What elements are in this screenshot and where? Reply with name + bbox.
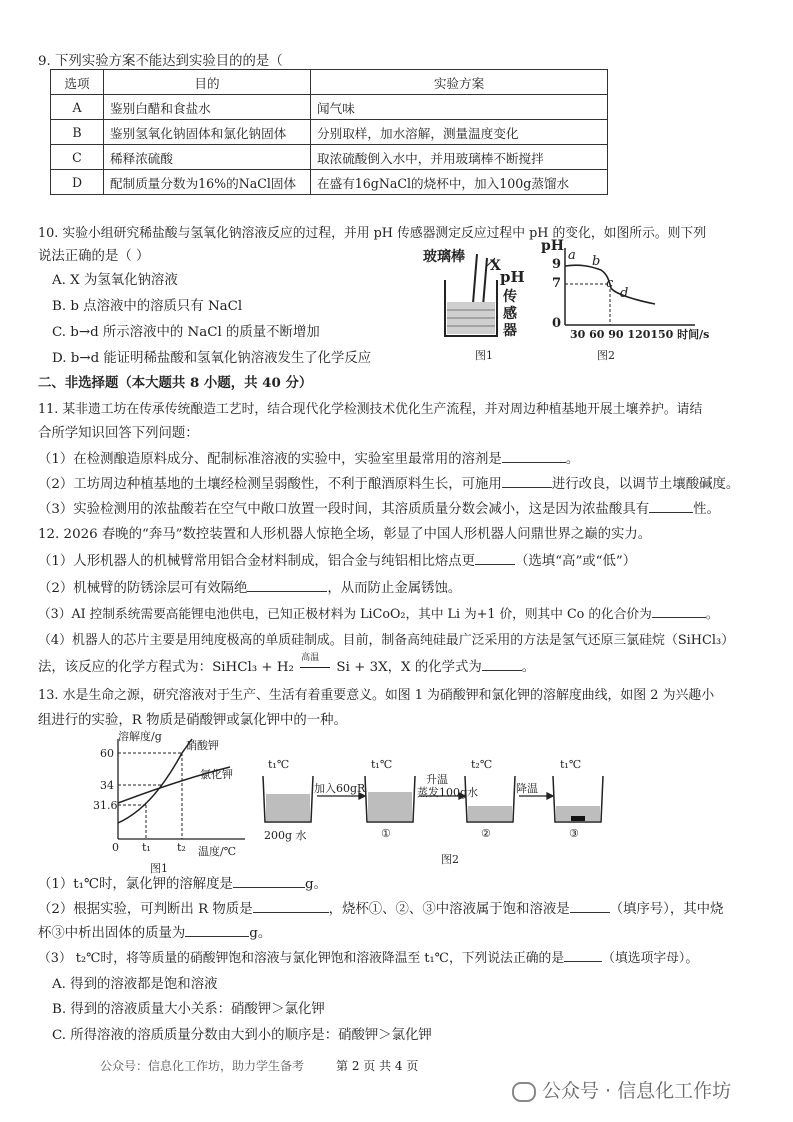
cell-plan: 在盛有16gNaCl的烧杯中，加入100g蒸馏水 bbox=[311, 170, 608, 195]
answer-blank[interactable] bbox=[502, 475, 552, 488]
step2-label-a: 升温 bbox=[426, 773, 448, 786]
fig2-origin: 0 bbox=[552, 316, 562, 331]
table-row bbox=[51, 145, 608, 170]
cell-purpose: 鉴别氢氧化钠固体和氯化钠固体 bbox=[104, 120, 311, 145]
footer-source: 公众号：信息化工作坊，助力学生备考 bbox=[100, 1059, 305, 1073]
wechat-icon bbox=[512, 1082, 536, 1102]
fig1-rod-label: 玻璃棒 bbox=[423, 249, 465, 265]
q11-line2: 合所学知识回答下列问题： bbox=[38, 426, 199, 441]
q12-part2 bbox=[38, 577, 461, 596]
header-purpose: 目的 bbox=[104, 70, 311, 95]
q12-part4: （4）机器人的芯片主要是用纯度极高的单质硅制成。目前，制备高纯硅最广泛采用的方法是氢气还原三氯硅烷（SiHCl₃） bbox=[38, 633, 735, 648]
q12-eq-right: Si + 3X，X 的化学式为 bbox=[336, 660, 482, 675]
q13-p2-mid2: （填序号），其中烧 bbox=[609, 902, 724, 917]
q11-part1 bbox=[38, 448, 579, 467]
q13-option-c: C. 所得溶液的溶质质量分数由大到小的顺序是：硝酸钾＞氯化钾 bbox=[52, 1028, 432, 1043]
fig1-sensor-2: 感 bbox=[503, 306, 517, 322]
q13-part2 bbox=[38, 898, 723, 917]
fig1-caption: 图1 bbox=[475, 349, 493, 362]
q13-p3-end: （填选项字母）。 bbox=[602, 951, 699, 966]
table-row bbox=[51, 95, 608, 120]
section-title: 二、非选择题（本大题共 8 小题，共 40 分） bbox=[38, 375, 313, 391]
legend-kno3: 硝酸钾 bbox=[186, 739, 219, 752]
fig2-caption: 图2 bbox=[597, 349, 615, 362]
fig2-xticks: 30 60 90 120150 时间/s bbox=[570, 328, 710, 341]
q11-p2-end: 进行改良，以调节土壤酸碱度。 bbox=[551, 477, 740, 492]
q13-p1-text: （1）t₁℃时，氯化钾的溶解度是 bbox=[38, 877, 233, 892]
answer-blank[interactable] bbox=[649, 500, 693, 513]
q10-option-b: B. b 点溶液中的溶质只有 NaCl bbox=[52, 299, 243, 314]
fig1-origin: 0 bbox=[112, 841, 119, 854]
q11-p3-end: 性。 bbox=[693, 502, 720, 517]
q12-part1 bbox=[38, 550, 636, 569]
q12-line1: 12. 2026 春晚的“奔马”数控装置和人形机器人惊艳全场，彰显了中国人形机器人问鼎世界之巅的实力。 bbox=[38, 527, 652, 542]
q13-option-b: B. 得到的溶液质量大小关系：硝酸钾＞氯化钾 bbox=[52, 1002, 325, 1017]
q13-p2-text: （2）根据实验，可判断出 R 物质是 bbox=[38, 902, 253, 917]
watermark bbox=[512, 1076, 731, 1103]
fig1-ph-label: pH bbox=[500, 268, 525, 286]
beaker2-label: ② bbox=[481, 827, 491, 840]
fig2-y7: 7 bbox=[552, 276, 562, 291]
q11-p1-text: （1）在检测酿造原料成分、配制标准溶液的实验中，实验室里最常用的溶剂是 bbox=[38, 452, 502, 467]
answer-blank[interactable] bbox=[652, 605, 706, 618]
q12-p1-text: （1）人形机器人的机械臂常用铝合金材料制成，铝合金与纯铝相比熔点更 bbox=[38, 554, 476, 569]
solubility-xlabel: 温度/℃ bbox=[198, 845, 237, 858]
answer-blank[interactable] bbox=[482, 658, 522, 671]
page-number: 第 2 页 共 4 页 bbox=[336, 1059, 419, 1073]
fig2-ylabel: pH bbox=[541, 238, 565, 254]
q10-option-d: D. b→d 能证明稀盐酸和氢氧化钠溶液发生了化学反应 bbox=[52, 351, 372, 366]
beaker0-label: 200g 水 bbox=[264, 829, 307, 842]
q13-part1 bbox=[38, 873, 327, 892]
q12-p4-end: 。 bbox=[521, 660, 536, 675]
q13-option-a: A. 得到的溶液都是饱和溶液 bbox=[52, 977, 218, 992]
watermark-text: 公众号 · 信息化工作坊 bbox=[542, 1080, 732, 1102]
beaker1-temp: t₁℃ bbox=[371, 758, 393, 771]
fig2-point-c: c bbox=[606, 276, 614, 291]
beaker1-label: ① bbox=[381, 827, 391, 840]
cell-option: C bbox=[51, 145, 104, 170]
tick-t2: t₂ bbox=[177, 841, 186, 854]
table-row bbox=[51, 170, 608, 195]
q12-part3 bbox=[38, 603, 718, 622]
fig1-sensor-3: 器 bbox=[503, 323, 517, 339]
table-row bbox=[51, 120, 608, 145]
step2-label-b: 蒸发100g水 bbox=[417, 786, 479, 799]
q9-table bbox=[50, 69, 608, 195]
cell-purpose: 鉴别白醋和食盐水 bbox=[104, 95, 311, 120]
table-header-row bbox=[51, 70, 608, 95]
cell-purpose: 配制质量分数为16%的NaCl固体 bbox=[104, 170, 311, 195]
answer-blank[interactable] bbox=[233, 875, 305, 888]
ytick-31-6: 31.6 bbox=[93, 799, 118, 812]
q11-p2-text: （2）工坊周边种植基地的土壤经检测呈弱酸性，不利于酿酒原料生长，可施用 bbox=[38, 477, 502, 492]
beaker0-temp: t₁℃ bbox=[268, 758, 290, 771]
fig2-point-d: d bbox=[620, 286, 629, 301]
q10-option-a: A. X 为氢氧化钠溶液 bbox=[52, 273, 178, 288]
tick-t1: t₁ bbox=[142, 841, 151, 854]
q12-p3-text: （3）AI 控制系统需要高能锂电池供电，已知正极材料为 LiCoO₂，其中 Li 为+1 价，则其中 Co 的化合价为 bbox=[38, 606, 652, 621]
answer-blank[interactable] bbox=[475, 552, 515, 565]
cell-option: A bbox=[51, 95, 104, 120]
fig2-caption: 图2 bbox=[441, 853, 459, 866]
cell-plan: 分别取样，加水溶解，测量温度变化 bbox=[311, 120, 608, 145]
fig2-point-a: a bbox=[568, 248, 576, 263]
q11-p1-end: 。 bbox=[565, 452, 580, 467]
legend-kcl: 氯化钾 bbox=[200, 768, 233, 781]
fig2-y9: 9 bbox=[552, 257, 562, 272]
cell-purpose: 稀释浓硫酸 bbox=[104, 145, 311, 170]
q10-line2: 说法正确的是（ ） bbox=[38, 249, 150, 264]
answer-blank[interactable] bbox=[185, 924, 249, 937]
q13-p2-text2: 杯③中析出固体的质量为 bbox=[38, 926, 186, 941]
q12-p2-end: ，从而防止金属锈蚀。 bbox=[327, 581, 462, 596]
q12-p3-end: 。 bbox=[705, 606, 719, 621]
q9-stem: 9. 下列实验方案不能达到实验目的的是（ bbox=[38, 54, 283, 69]
fig2-point-b: b bbox=[592, 254, 601, 269]
q11-p3-text: （3）实验检测用的浓盐酸若在空气中敞口放置一段时间，其溶质质量分数会减小，这是因为浓盐酸具有 bbox=[38, 502, 650, 517]
fig1-sensor-1: 传 bbox=[503, 289, 517, 305]
q12-eq-left: 法，该反应的化学方程式为：SiHCl₃ + H₂ bbox=[38, 660, 294, 675]
q13-p1-end: g。 bbox=[304, 877, 327, 892]
reaction-arrow bbox=[298, 653, 332, 675]
q11-part3 bbox=[38, 498, 720, 517]
q11-line1: 11. 某非遗工坊在传承传统酿造工艺时，结合现代化学检测技术优化生产流程，并对周边种植基地开展土壤养护。请结 bbox=[38, 402, 703, 417]
fig1-x-label: X bbox=[490, 258, 501, 274]
cell-plan: 取浓硫酸倒入水中，并用玻璃棒不断搅拌 bbox=[311, 145, 608, 170]
step3-label: 降温 bbox=[516, 782, 538, 795]
q13-part2-cont bbox=[38, 922, 271, 941]
beaker3-label: ③ bbox=[569, 827, 579, 840]
q10-line1: 10. 实验小组研究稀盐酸与氢氧化钠溶液反应的过程，并用 pH 传感器测定反应过程中 pH 的变化，如图所示。则下列 bbox=[38, 226, 707, 241]
header-plan: 实验方案 bbox=[311, 70, 608, 95]
answer-blank[interactable] bbox=[502, 450, 566, 463]
q13-part3 bbox=[38, 947, 698, 966]
q13-line2: 组进行的实验，R 物质是硝酸钾或氯化钾中的一种。 bbox=[38, 713, 347, 728]
q13-p2-mid: ，烧杯①、②、③中溶液属于饱和溶液是 bbox=[328, 902, 570, 917]
q12-part4-eq bbox=[38, 653, 536, 675]
answer-blank[interactable] bbox=[564, 949, 602, 962]
fig1-caption: 图1 bbox=[150, 862, 168, 875]
solubility-ylabel: 溶解度/g bbox=[118, 730, 162, 743]
q11-part2 bbox=[38, 473, 739, 492]
answer-blank[interactable] bbox=[247, 579, 327, 592]
q12-p2-text: （2）机械臂的防锈涂层可有效隔绝 bbox=[38, 581, 248, 596]
beaker2-temp: t₂℃ bbox=[471, 758, 493, 771]
answer-blank[interactable] bbox=[570, 900, 610, 913]
header-option: 选项 bbox=[51, 70, 104, 95]
answer-blank[interactable] bbox=[253, 900, 329, 913]
cell-option: B bbox=[51, 120, 104, 145]
reaction-condition: 高温 bbox=[301, 653, 320, 663]
cell-plan: 闻气味 bbox=[311, 95, 608, 120]
q10-option-c: C. b→d 所示溶液中的 NaCl 的质量不断增加 bbox=[52, 325, 320, 340]
ytick-60: 60 bbox=[100, 747, 114, 760]
beaker3-temp: t₁℃ bbox=[560, 758, 582, 771]
ytick-34: 34 bbox=[100, 779, 114, 792]
step1-label: 加入60gR bbox=[314, 782, 366, 795]
q13-p3-text: （3） t₂℃时，将等质量的硝酸钾饱和溶液与氯化钾饱和溶液降温至 t₁℃，下列说法正确的是 bbox=[38, 951, 565, 966]
cell-option: D bbox=[51, 170, 104, 195]
q13-p2-end: g。 bbox=[249, 926, 272, 941]
q12-p1-end: （选填“高”或“低”） bbox=[515, 554, 637, 569]
q13-fig1-solubility-chart bbox=[100, 733, 250, 851]
q13-line1: 13. 水是生命之源，研究溶液对于生产、生活有着重要意义。如图 1 为硝酸钾和氯化钾的溶解度曲线，如图 2 为兴趣小 bbox=[38, 688, 715, 703]
